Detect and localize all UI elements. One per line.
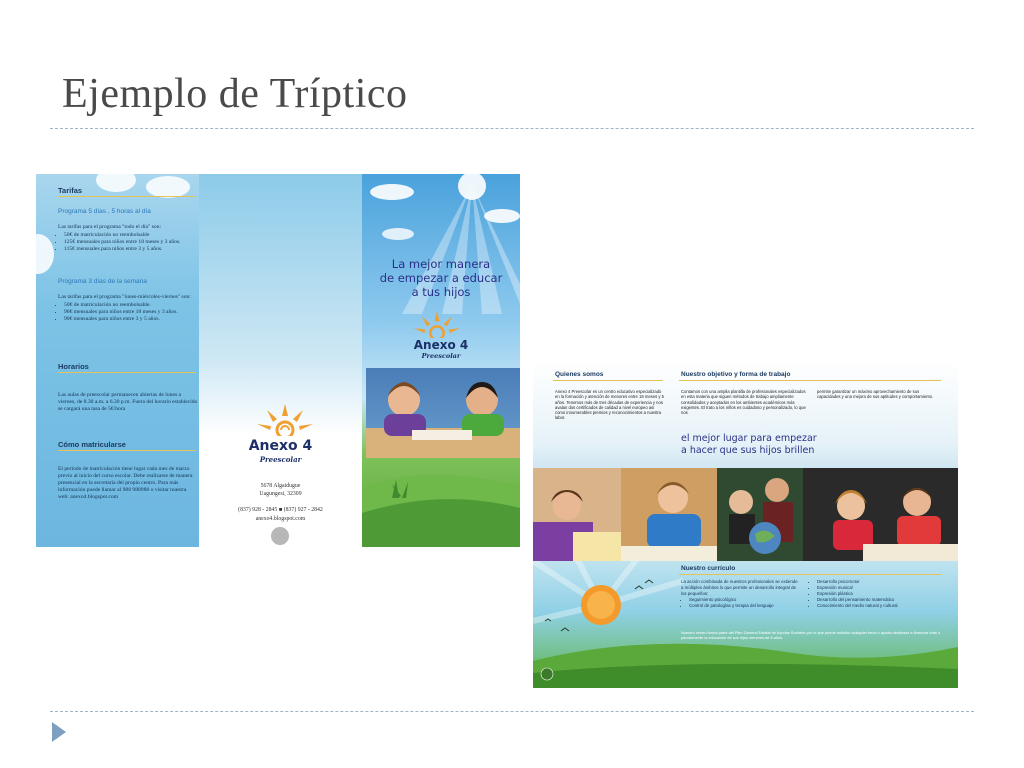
cover-tagline-line3: a tus hijos (411, 285, 471, 299)
brochure-panel-back (199, 174, 362, 547)
recycle-badge-icon (271, 527, 289, 545)
list-item: • 125€ mensuales para niños entre 18 meses y 3 años. (64, 239, 198, 246)
heading-rule (58, 196, 196, 197)
horarios-text: Las aulas de preescolar permanecen abiertas de lunes a viernes, de 8.30 a.m. a 6.30 p.m. Fuera del horario establecido se cargará una tasa de 5€/hora (58, 392, 198, 412)
heading-rule (58, 372, 196, 373)
website-text: anexo4.blogspot.com (255, 516, 306, 522)
children-reading-table-photo (803, 468, 958, 561)
cover-tagline-line1: La mejor manera (391, 257, 491, 271)
list-item: • Seguimiento psicológico (689, 597, 799, 603)
brochure-panel-tarifas (36, 174, 199, 547)
brochure-inside (533, 361, 958, 688)
list-item: • Expresión plástica (817, 591, 949, 597)
list-item: • Desarrollo psicomotor (817, 579, 949, 585)
photo-strip (533, 468, 958, 561)
list-item: • 115€ mensuales para niños entre 3 y 5 años. (64, 246, 198, 253)
brochure-outside (36, 174, 520, 547)
logo-subtitle: Preescolar (259, 455, 302, 464)
cover-logo-name: Anexo 4 (413, 338, 469, 352)
cloud-icon (96, 174, 136, 192)
objetivo-text-2: permite garantizar un máximo aprovechamiento de sus capacidades y una mejora de sus aptitudes y comportamiento. (817, 389, 934, 400)
sun-logo-icon (412, 308, 462, 338)
grass-hills-icon (362, 458, 520, 547)
programa2-intro: Las tarifas para el programa "lunes-miércoles-viernes" son: (58, 294, 191, 300)
curriculo-right (809, 579, 949, 609)
classroom-photo (533, 468, 621, 561)
programa1-heading: Programa 5 días , 5 horas al día (58, 208, 151, 215)
tarifas-heading: Tarifas (58, 186, 83, 195)
phone-line: (837) 928 - 2845 ■ (837) 927 - 2842 (238, 507, 323, 513)
curriculo-section (533, 561, 958, 688)
list-item: • Conocimiento del medio natural y cultural (817, 603, 949, 609)
footer-text: Nuestro centro forma parte del Plan General Estatal de Ayudas Sociales por lo que puede solicitar cualquier beca o ayuda destinada a financiar total o parcialmente la educación de sus hijos menores de 6 años. (681, 630, 941, 641)
address-line2: Uagungesi, 32309 (259, 491, 302, 497)
child-drawing-photo (621, 468, 717, 561)
logo-name: Anexo 4 (248, 438, 313, 454)
heading-rule (553, 380, 663, 381)
brochure-panel-cover (362, 174, 520, 547)
objetivo-text-1: Contamos con una amplia plantilla de profesionales especializados en esta materia que siguen métodos de trabajo ampliamente consolidados y aceptados en los ambientes académicos más exigentes. El trato a los niños es cuidadoso y personalizado, lo que nos (681, 389, 806, 416)
quienes-heading: Quienes somos (555, 371, 604, 378)
list-item: • Desarrollo del pensamiento matemático (817, 597, 949, 603)
address-line1: 5678 Algaidugue (260, 483, 301, 489)
matricula-text: El período de matriculación tiene lugar cada mes de marzo previo al inicio del curso escolar. Debe realizarse de manera presencial en la secretaría del propio centro. Para más información puede llamar al 988 988988 o visitar nuestra web: anexo4.blogspot.com (58, 466, 193, 500)
cover-logo-subtitle: Preescolar (421, 352, 461, 360)
cover-tagline-line2: de empezar a educar (379, 271, 503, 285)
programa1-intro: Las tarifas para el programa "todo el día" son: (58, 224, 162, 230)
title-divider (50, 128, 974, 129)
slide-bullet-icon (52, 722, 66, 742)
horarios-heading: Horarios (58, 362, 89, 371)
programa2-block (58, 294, 198, 323)
list-item: • Expresión musical (817, 585, 949, 591)
teacher-globe-photo (717, 468, 803, 561)
heading-rule (679, 574, 941, 575)
slogan-line1: el mejor lugar para empezar (681, 433, 817, 444)
sun-logo-icon (255, 400, 315, 436)
inside-slogan (681, 433, 817, 457)
curriculo-left (681, 579, 799, 609)
list-item: • 50€ de matriculación no reembolsable (64, 232, 198, 239)
objetivo-heading: Nuestro objetivo y forma de trabajo (681, 371, 791, 378)
list-item: • 96€ mensuales para niños entre 18 meses y 3 años. (64, 309, 198, 316)
quienes-text: Anexo 4 Preescolar es un centro educativo especializado en la formación y atención de menores entre 18 meses y 5 años. Tenemos más de tres décadas de experiencia y nos avalan dos certificados de calidad a nivel europeo así como innumerables premios y reconocimientos a nuestra labor. (555, 389, 664, 421)
curriculo-heading: Nuestro currículo (681, 565, 736, 572)
list-item: • 50€ de matriculación no reembolsable. (64, 302, 198, 309)
programa1-block (58, 224, 198, 253)
slide-title: Ejemplo de Tríptico (62, 71, 408, 117)
list-item: • Control de patologías y terapia del lenguaje (689, 603, 799, 609)
list-item: • 90€ mensuales para niños entre 3 y 5 años. (64, 316, 198, 323)
curriculo-intro: La acción combinada de nuestros profesionales se extiende a múltiples ámbitos lo que permite un desarrollo integral de los pequeños: (681, 579, 798, 596)
children-reading-photo (366, 368, 520, 458)
cloud-icon (146, 176, 190, 198)
slogan-line2: a hacer que sus hijos brillen (681, 445, 815, 456)
matricula-heading: Cómo matricularse (58, 440, 126, 449)
heading-rule (58, 450, 196, 451)
programa2-heading: Programa 3 días de la semana (58, 278, 147, 285)
cloud-icon (36, 234, 54, 274)
footer-divider (50, 711, 974, 712)
heading-rule (679, 380, 941, 381)
